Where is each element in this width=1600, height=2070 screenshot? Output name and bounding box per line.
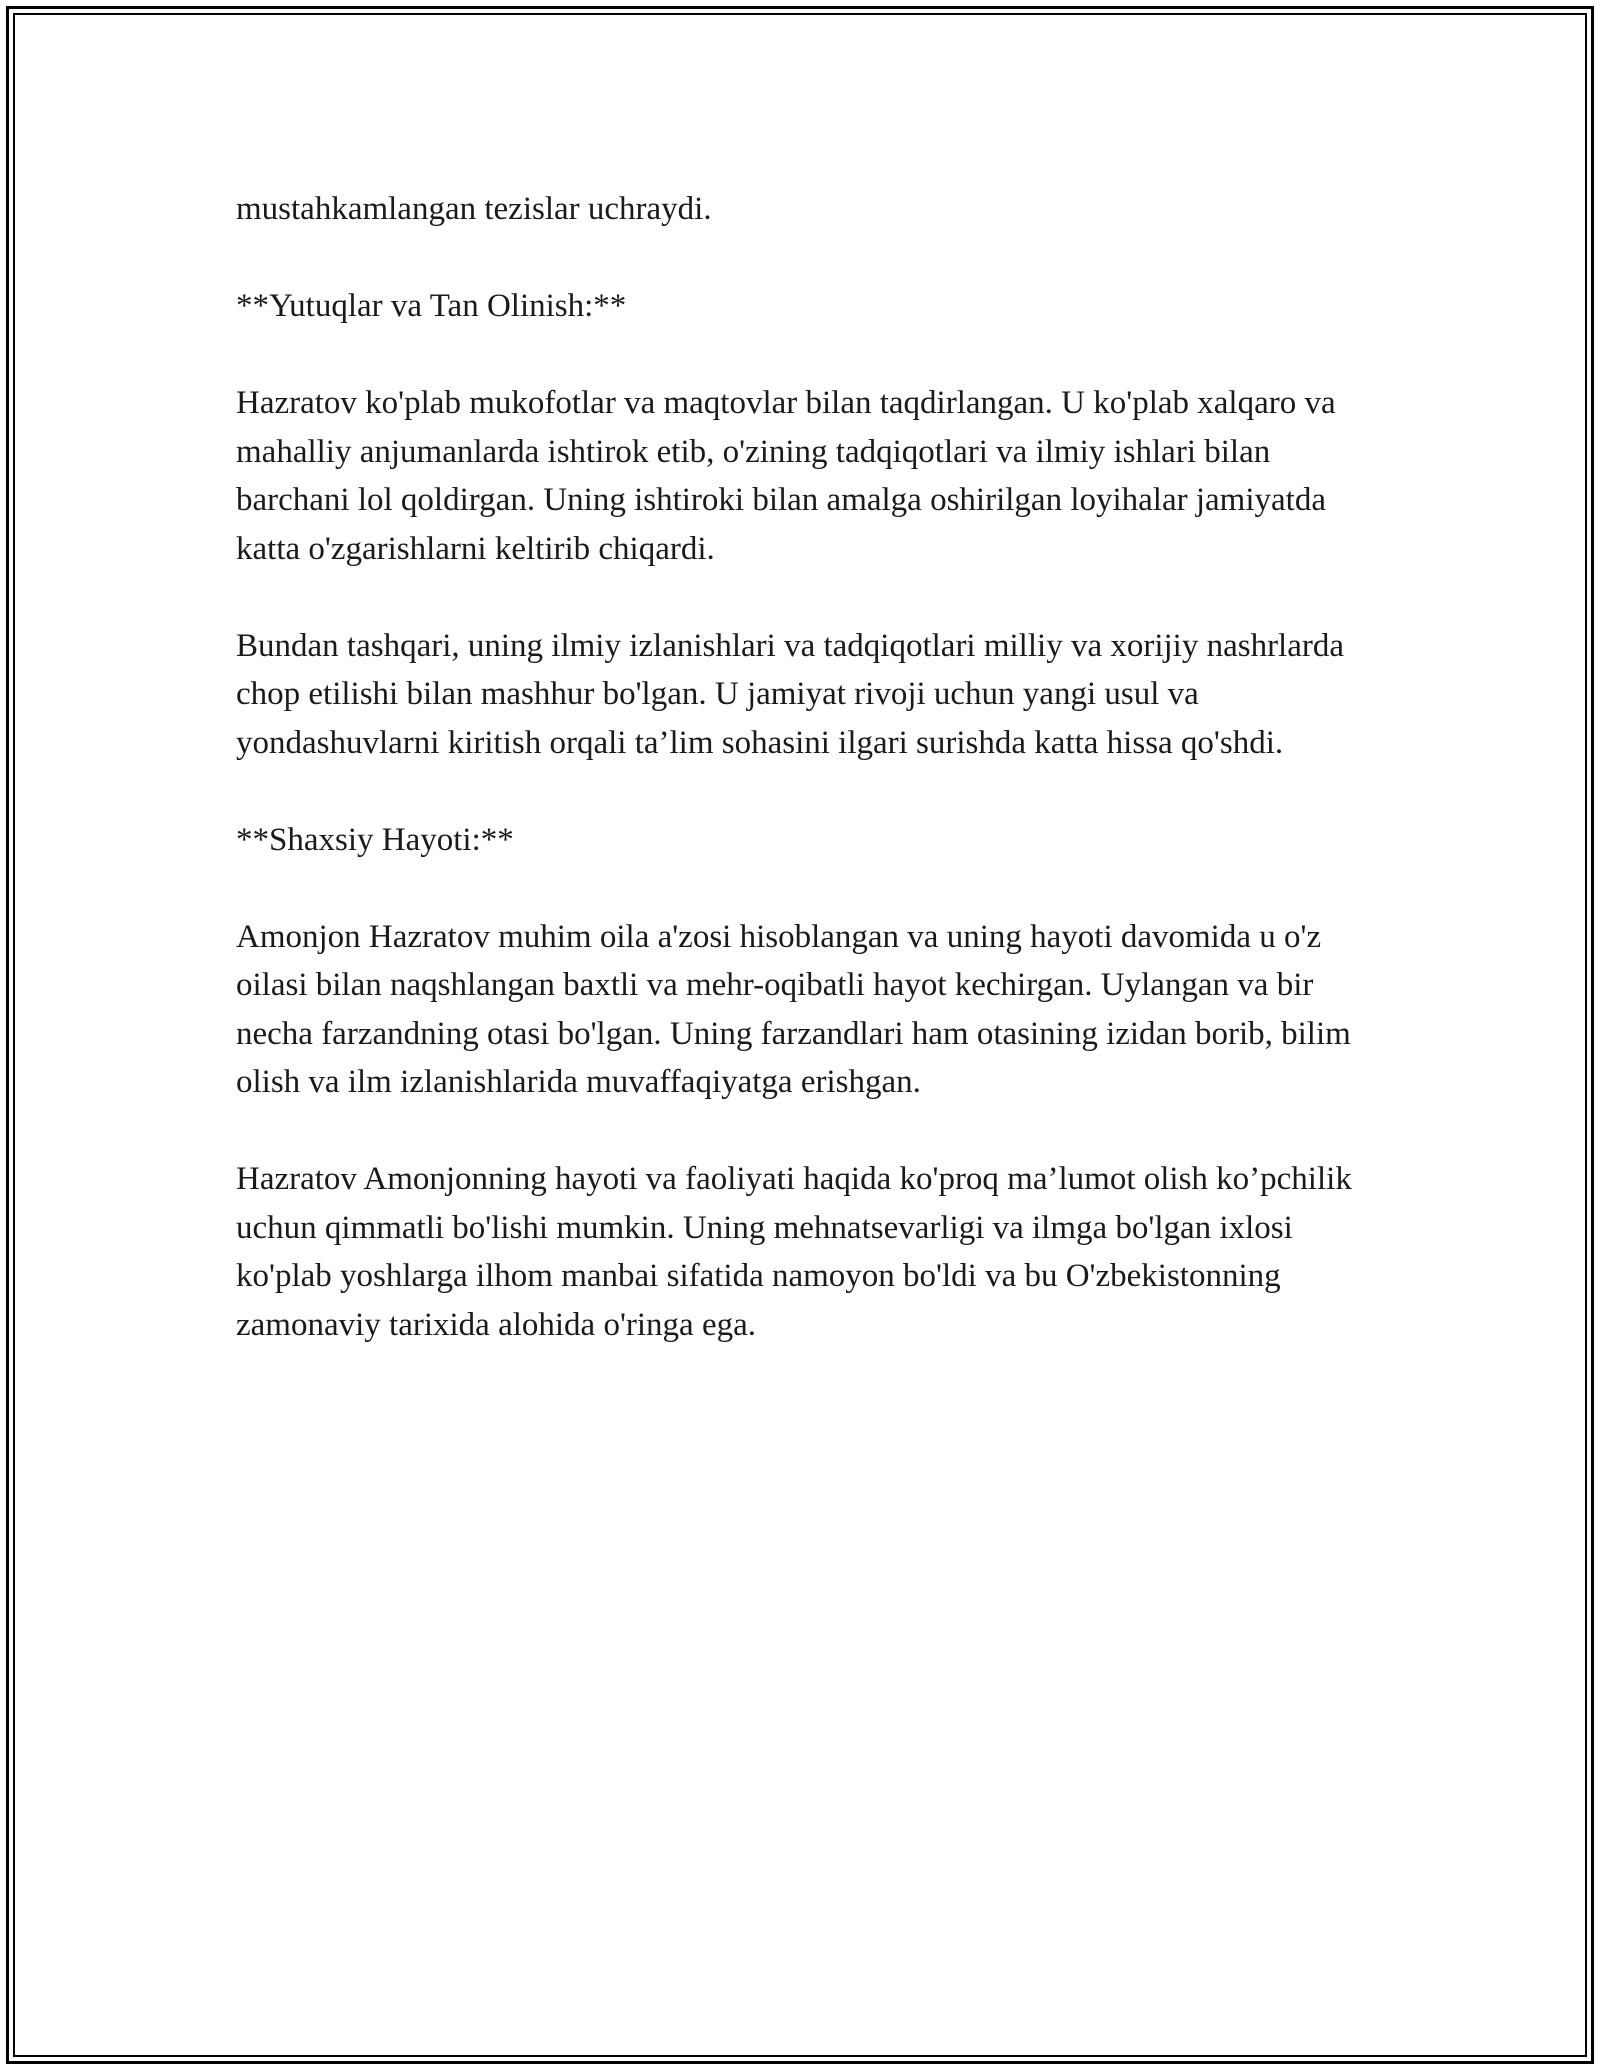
paragraph-research: Bundan tashqari, uning ilmiy izlanishlari va tadqiqotlari milliy va xorijiy nashrlarda chop etilishi bilan mashhur bo'lgan. U jamiyat rivoji uchun yangi usul va yondashuvlarni kiritish orqali ta’lim sohasini ilgari surishda katta hissa qo'shdi. [236,627,1345,761]
heading-achievements: **Yutuqlar va Tan Olinish:** [236,288,627,324]
paragraph-family: Amonjon Hazratov muhim oila a'zosi hisoblangan va uning hayoti davomida u o'z oilasi bilan naqshlangan baxtli va mehr-oqibatli hayot kechirgan. Uylangan va bir necha farzandning otasi bo'lgan. Uning farzandlari ham otasining izidan borib, bilim olish va ilm izlanishlarida muvaffaqiyatga erishgan. [236,918,1351,1100]
paragraph-legacy: Hazratov Amonjonning hayoti va faoliyati haqida ko'proq ma’lumot olish ko’pchilik uchun qimmatli bo'lishi mumkin. Uning mehnatsevarligi va ilmga bo'lgan ixlosi ko'plab yoshlarga ilhom manbai sifatida namoyon bo'ldi va bu O'zbekistonning zamonaviy tarixida alohida o'ringa ega. [236,1161,1352,1343]
document-body [236,185,1386,1349]
heading-personal-life: **Shaxsiy Hayoti:** [236,821,514,858]
paragraph-continuation: mustahkamlangan tezislar uchraydi. [236,191,712,227]
paragraph-awards: Hazratov ko'plab mukofotlar va maqtovlar bilan taqdirlangan. U ko'plab xalqaro va mahalliy anjumanlarda ishtirok etib, o'zining tadqiqotlari va ilmiy ishlari bilan barchani lol qoldirgan. Uning ishtiroki bilan amalga oshirilgan loyihalar jamiyatda katta o'zgarishlarni keltirib chiqardi. [236,385,1336,567]
